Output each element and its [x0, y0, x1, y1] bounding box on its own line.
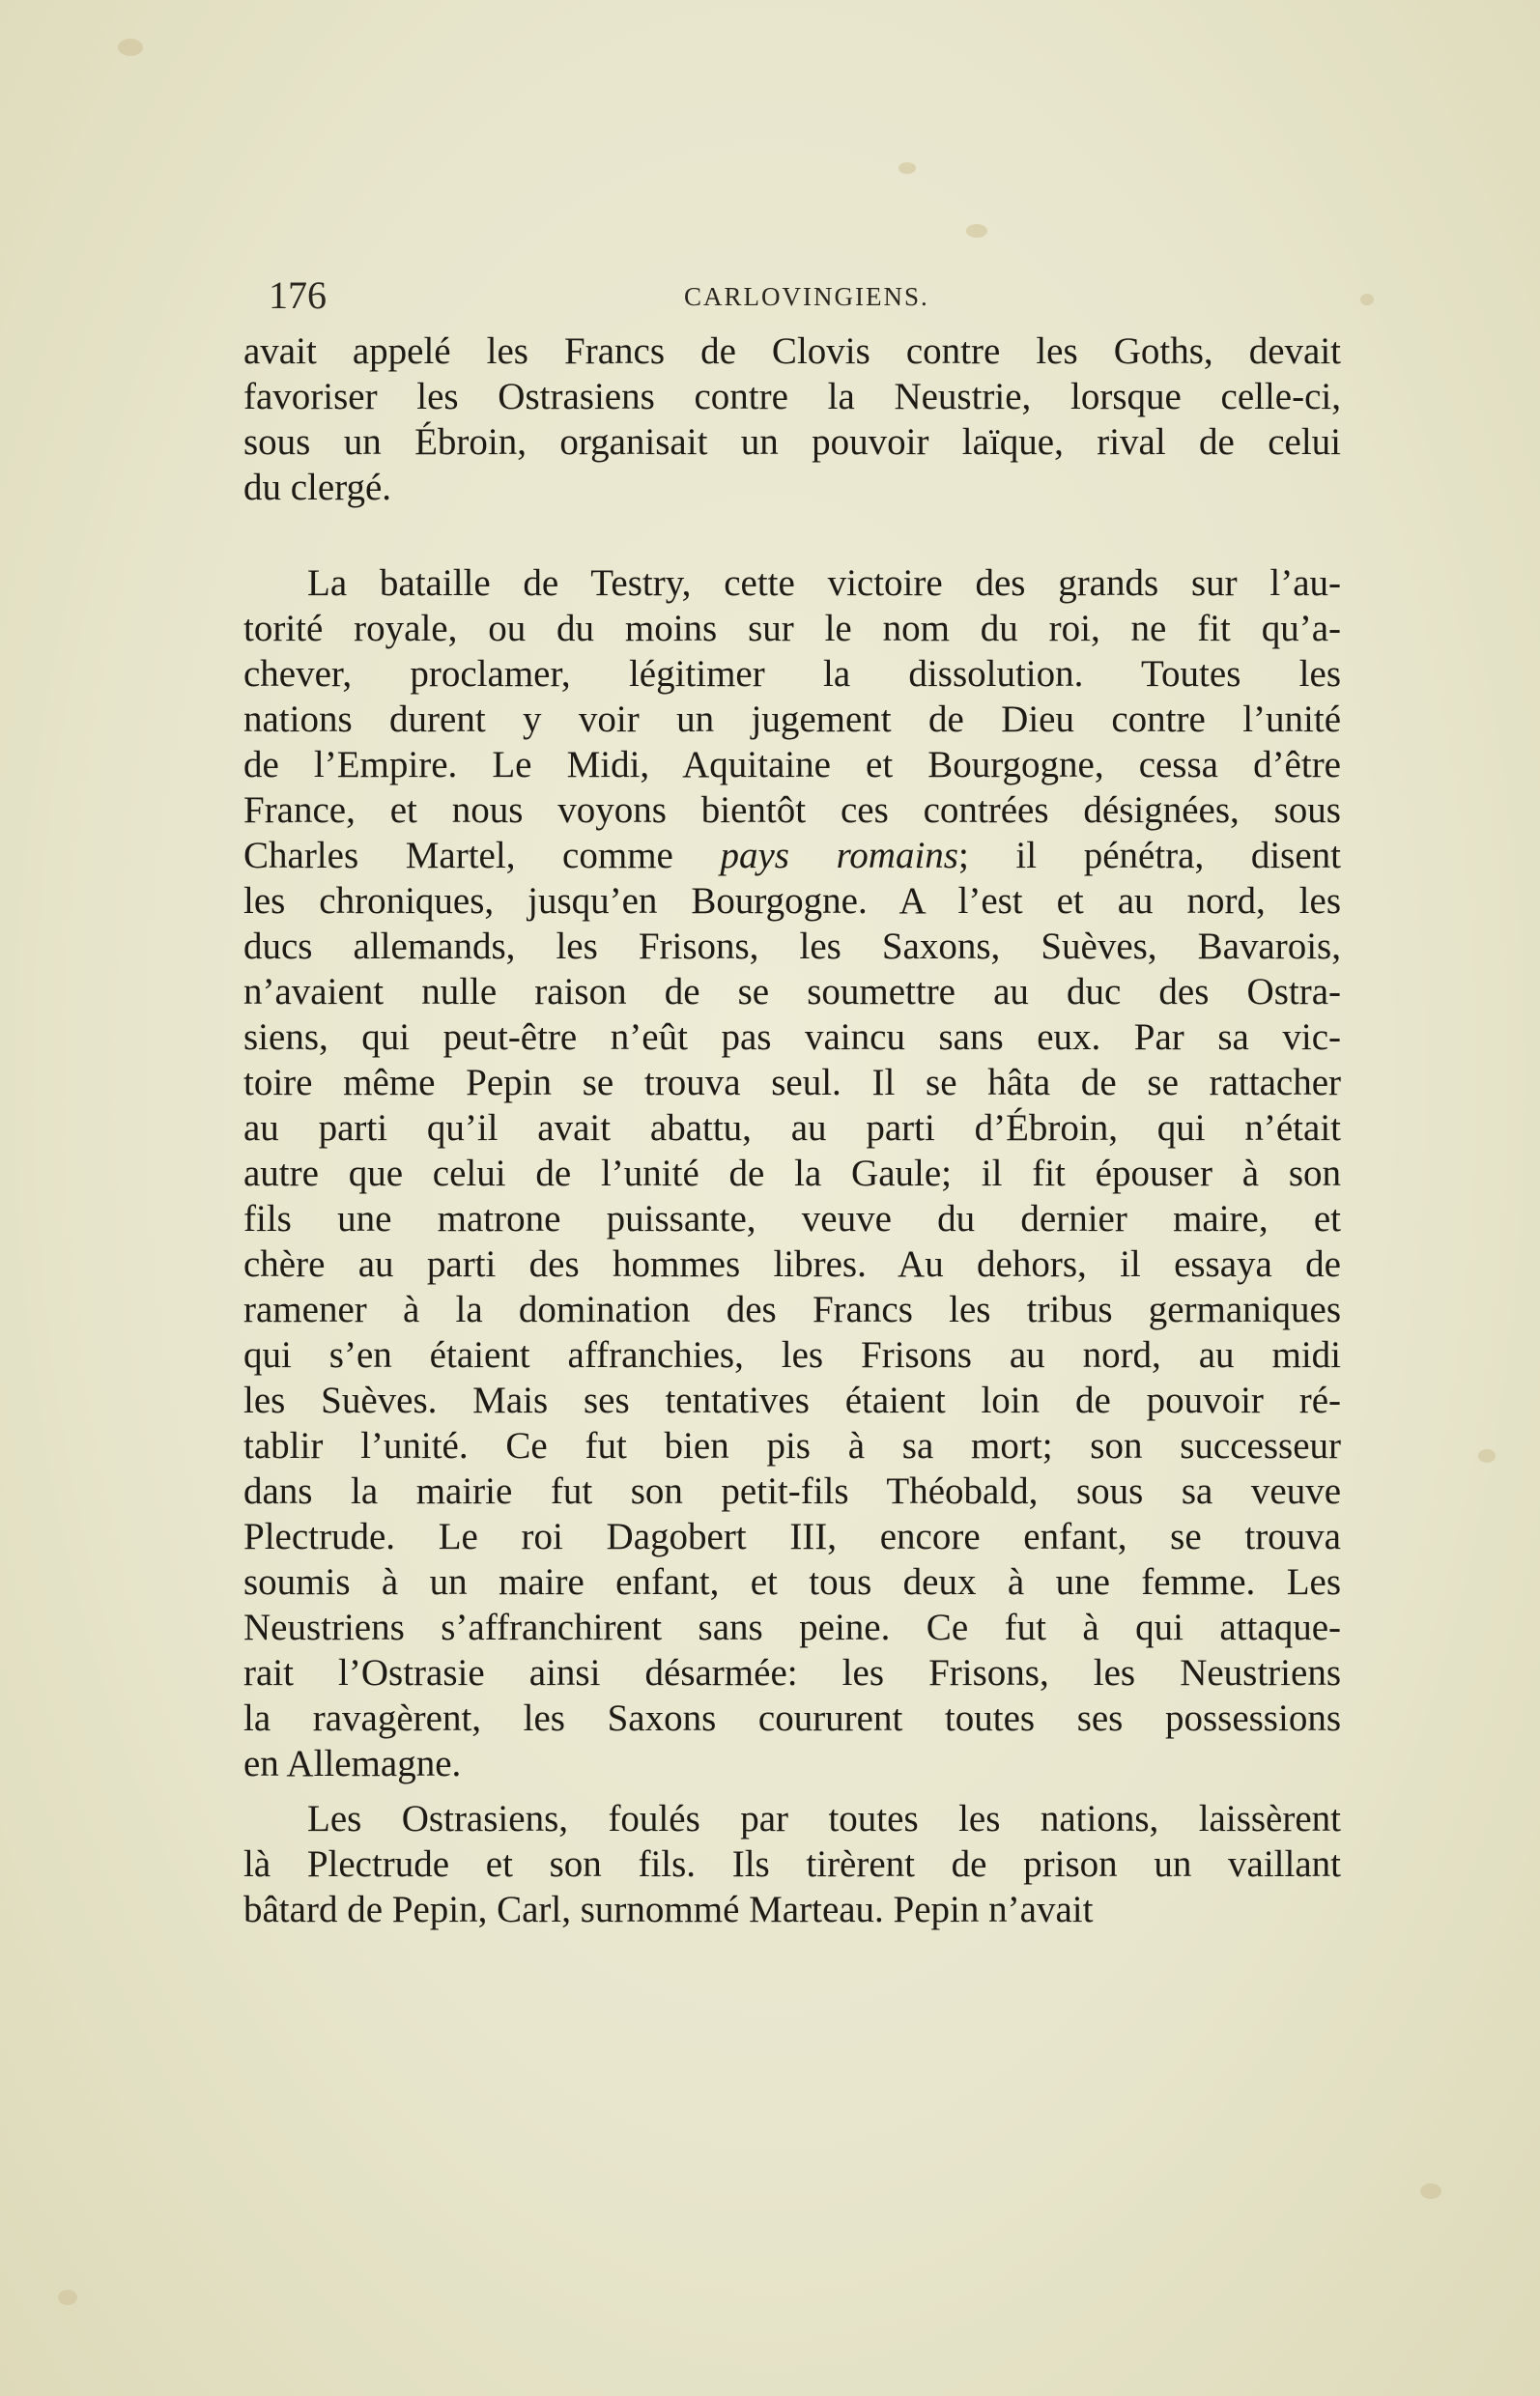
page-number: 176	[269, 273, 327, 317]
text-line: Les Ostrasiens, foulés par toutes les nations, laissèrent	[307, 1798, 1341, 1840]
text-line: qui s’en étaient affranchies, les Frisons au nord, au midi	[243, 1334, 1341, 1376]
text-line: tablir l’unité. Ce fut bien pis à sa mort; son successeur	[243, 1425, 1341, 1467]
text-line: avait appelé les Francs de Clovis contre les Goths, devait	[243, 330, 1341, 372]
text-line: du clergé.	[243, 467, 392, 508]
text-line: siens, qui peut-être n’eût pas vaincu sans eux. Par sa vic-	[243, 1016, 1341, 1058]
text-line: bâtard de Pepin, Carl, surnommé Marteau. Pepin n’avait	[243, 1889, 1094, 1930]
text-line: sous un Ébroin, organisait un pouvoir laïque, rival de celui	[243, 421, 1341, 463]
text-line: de l’Empire. Le Midi, Aquitaine et Bourgogne, cessa d’être	[243, 744, 1341, 785]
page-header	[269, 272, 1341, 321]
text-line: rait l’Ostrasie ainsi désarmée: les Frisons, les Neustriens	[243, 1652, 1341, 1694]
text-line: n’avaient nulle raison de se soumettre au duc des Ostra-	[243, 971, 1341, 1013]
running-title: CARLOVINGIENS.	[684, 282, 929, 311]
text-line: chère au parti des hommes libres. Au dehors, il essaya de	[243, 1243, 1341, 1285]
text-line: chever, proclamer, légitimer la dissolution. Toutes les	[243, 653, 1341, 695]
text-line: en Allemagne.	[243, 1743, 462, 1784]
text-line: au parti qu’il avait abattu, au parti d’Ébroin, qui n’était	[243, 1107, 1341, 1149]
text-line: autre que celui de l’unité de la Gaule; il fit épouser à son	[243, 1153, 1341, 1194]
text-line: France, et nous voyons bientôt ces contrées désignées, sous	[243, 789, 1341, 831]
paragraph	[243, 328, 1341, 510]
text-line: Charles Martel, comme pays romains; il pénétra, disent	[243, 835, 1341, 876]
text-line: les chroniques, jusqu’en Bourgogne. A l’est et au nord, les	[243, 880, 1341, 922]
text-line: la ravagèrent, les Saxons coururent toutes ses possessions	[243, 1697, 1341, 1739]
text-line: toire même Pepin se trouva seul. Il se hâta de se rattacher	[243, 1062, 1341, 1103]
paragraph	[243, 560, 1341, 1786]
text-line: là Plectrude et son fils. Ils tirèrent de prison un vaillant	[243, 1843, 1341, 1885]
text-line: torité royale, ou du moins sur le nom du roi, ne fit qu’a-	[243, 608, 1341, 649]
paragraph	[243, 1796, 1341, 1932]
text-line: ramener à la domination des Francs les tribus germaniques	[243, 1289, 1341, 1330]
text-line: Neustriens s’affranchirent sans peine. Ce fut à qui attaque-	[243, 1607, 1341, 1648]
text-line: La bataille de Testry, cette victoire des grands sur l’au-	[307, 562, 1341, 604]
text-line: dans la mairie fut son petit-fils Théobald, sous sa veuve	[243, 1470, 1341, 1512]
text-line: nations durent y voir un jugement de Dieu contre l’unité	[243, 699, 1341, 740]
text-line: ducs allemands, les Frisons, les Saxons, Suèves, Bavarois,	[243, 926, 1341, 967]
body-text	[243, 328, 1341, 1932]
text-line: soumis à un maire enfant, et tous deux à une femme. Les	[243, 1561, 1341, 1603]
text-line: Plectrude. Le roi Dagobert III, encore enfant, se trouva	[243, 1516, 1341, 1557]
text-line: les Suèves. Mais ses tentatives étaient loin de pouvoir ré-	[243, 1380, 1341, 1421]
text-line: fils une matrone puissante, veuve du dernier maire, et	[243, 1198, 1341, 1240]
text-line: favoriser les Ostrasiens contre la Neustrie, lorsque celle-ci,	[243, 376, 1341, 417]
